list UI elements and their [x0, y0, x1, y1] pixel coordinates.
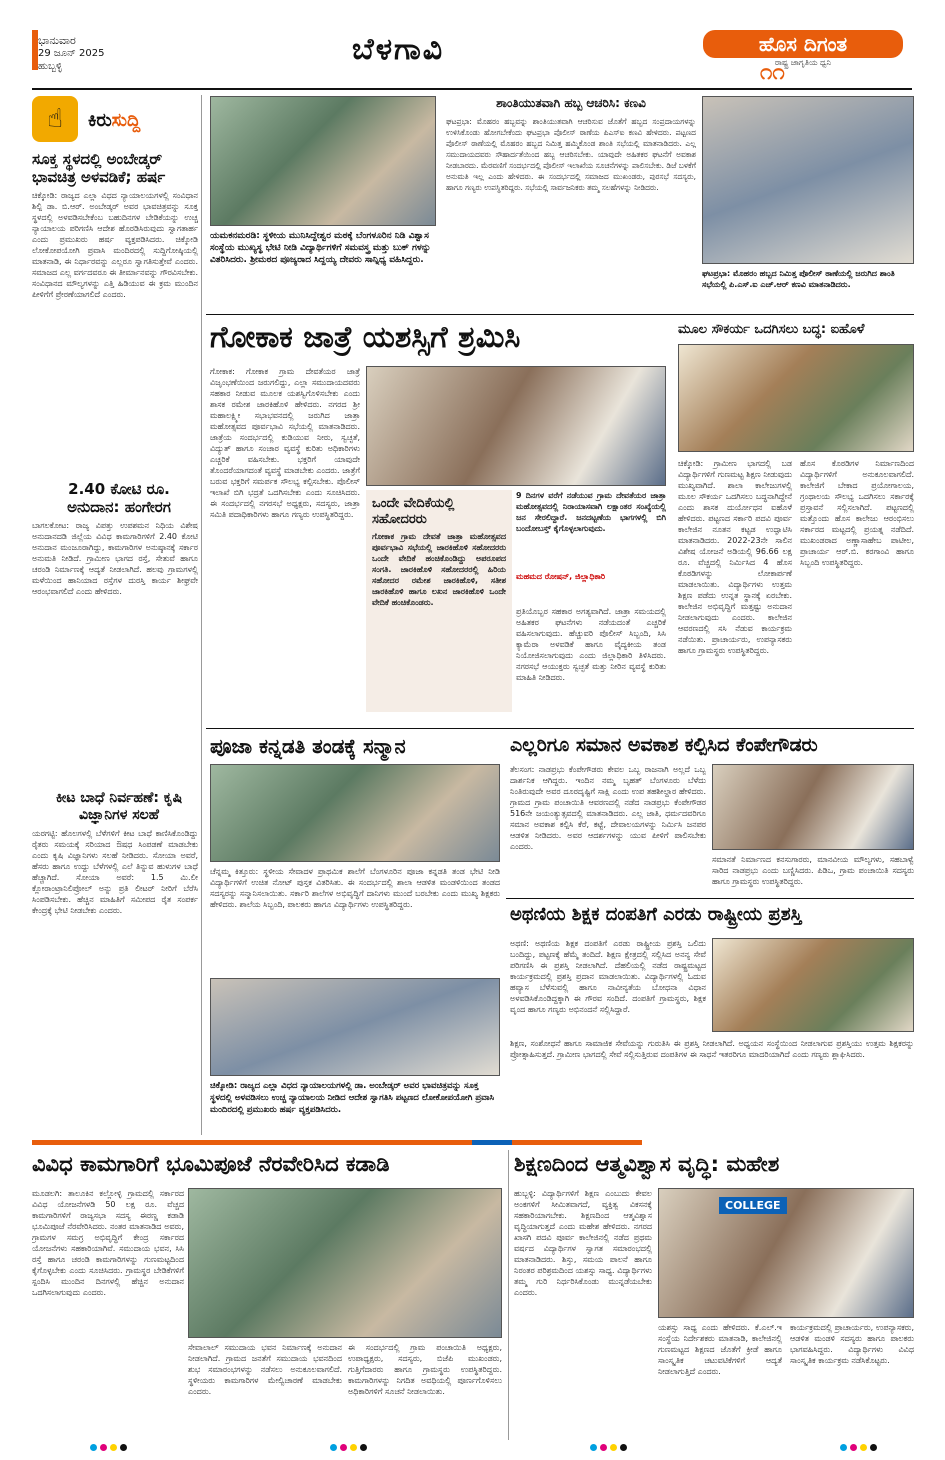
kempegowda-headline: ಎಲ್ಲರಿಗೂ ಸಮಾನ ಅವಕಾಶ ಕಲ್ಪಿಸಿದ ಕೆಂಪೇಗೌಡರು — [510, 734, 818, 756]
mahesh-story: ಹುಬ್ಬಳ್ಳಿ: ವಿದ್ಯಾರ್ಥಿಗಳಿಗೆ ಶಿಕ್ಷಣ ಎಂಬುದು ಕೇವಲ ಅಂಕಗಳಿಗೆ ಸೀಮಿತವಾಗದೆ, ವ್ಯಕ್ತಿತ್ವ ವಿಕಸನಕ್ಕೆ ಸಹಕಾರಿಯಾಗಬೇಕು. ಶಿಕ್ಷಣದಿಂದ ಆತ್ಮವಿಶ್ವಾಸ ವೃದ್ಧಿಯಾಗುತ್ತದೆ ಎಂದು ಮಹೇಶ ಹೇಳಿದರು. ನಗರದ ಖಾಸಗಿ ಪದವಿ ಪೂರ್ವ ಕಾಲೇಜಿನಲ್ಲಿ ನಡೆದ ಪ್ರಥಮ ವರ್ಷದ ವಿದ್ಯಾರ್ಥಿಗಳ ಸ್ವಾಗತ ಸಮಾರಂಭದಲ್ಲಿ ಮಾತನಾಡಿದರು. ಶಿಸ್ತು, ಸಮಯ ಪಾಲನೆ ಹಾಗೂ ನಿರಂತರ ಪರಿಶ್ರಮದಿಂದ ಯಶಸ್ಸು ಸಾಧ್ಯ. ವಿದ್ಯಾರ್ಥಿಗಳು ತಮ್ಮ ಗುರಿ ನಿರ್ಧರಿಸಿಕೊಂಡು ಮುನ್ನಡೆಯಬೇಕು ಎಂದರು. — [514, 1189, 652, 1297]
left-story-3: ಯರಗಟ್ಟಿ: ಹೊಲಗಳಲ್ಲಿ ಬೆಳೆಗಳಿಗೆ ಕೀಟ ಬಾಧೆ ಕಾಣಿಸಿಕೊಂಡಿದ್ದು ರೈತರು ಸಮಯಕ್ಕೆ ಸರಿಯಾದ ಔಷಧ ಸಿಂಪಡಣೆ ಮಾಡಬೇಕು ಎಂದು ಕೃಷಿ ವಿಜ್ಞಾನಿಗಳು ಸಲಹೆ ನೀಡಿದರು. ಸೋಯಾ ಅವರೆ, ಹೆಸರು ಹಾಗೂ ಉದ್ದು ಬೆಳೆಗಳಲ್ಲಿ ಎಲೆ ತಿನ್ನುವ ಹುಳುಗಳ ಬಾಧೆ ಹೆಚ್ಚಾಗಿದೆ. ಸೋಯಾ ಅವರೆ: 1.5 ಮಿ.ಲೀ ಕ್ಲೋರಾಂಟ್ರಾನಿಲಿಪ್ರೋಲ್ ಅನ್ನು ಪ್ರತಿ ಲೀಟರ್ ನೀರಿಗೆ ಬೆರೆಸಿ ಸಿಂಪಡಿಸಬೇಕು. ಹೆಚ್ಚಿನ ಮಾಹಿತಿಗೆ ಸಮೀಪದ ರೈತ ಸಂಪರ್ಕ ಕೇಂದ್ರಕ್ಕೆ ಭೇಟಿ ನೀಡಬೇಕು ಎಂದರು. — [32, 829, 198, 915]
dc-quote-text: 9 ದಿನಗಳ ವರೆಗೆ ನಡೆಯುವ ಗ್ರಾಮ ದೇವತೆಯರ ಜಾತ್ರಾ ಮಹೋತ್ಸವದಲ್ಲಿ ನಿರಾಯಾಸವಾಗಿ ಲಕ್ಷಾಂತರ ಸಂಖ್ಯೆಯಲ್ಲಿ ಜನ ಸೇರಲಿದ್ದಾರೆ. ಜನದಟ್ಟಣೆಯ ಭಾಗಗಳಲ್ಲಿ ಬಿಗಿ ಬಂದೋಬಸ್ತ್ ಕೈಗೊಳ್ಳಲಾಗುವುದು. — [516, 491, 666, 533]
bhoomipooja-photo — [188, 1188, 502, 1338]
suddi-label: ಸುದ್ದಿ — [111, 110, 141, 131]
kempegowda-story: ತೆಲಸಂಗ: ನಾಡಪ್ರಭು ಕೆಂಪೇಗೌಡರು ಕೇವಲ ಒಬ್ಬ ರಾಜನಾಗಿ ಅಲ್ಲದೆ ಒಬ್ಬ ದಾರ್ಶನಿಕ ಆಗಿದ್ದರು. ಇಂದಿನ ನಮ್ಮ ಬೃಹತ್ ಬೆಂಗಳೂರು ಬೆಳೆದು ನಿಂತಿರುವುದೇ ಅವರ ದೂರದೃಷ್ಟಿಗೆ ಸಾಕ್ಷಿ ಎಂದು ಉಪ ತಹಶೀಲ್ದಾರ ಹೇಳಿದರು. ಗ್ರಾಮದ ಗ್ರಾಮ ಪಂಚಾಯಿತಿ ಆವರಣದಲ್ಲಿ ನಡೆದ ನಾಡಪ್ರಭು ಕೆಂಪೇಗೌಡರ 516ನೇ ಜಯಂತ್ಯುತ್ಸವದಲ್ಲಿ ಮಾತನಾಡಿದರು. ಎಲ್ಲ ಜಾತಿ, ಧರ್ಮದವರಿಗೂ ಸಮಾನ ಅವಕಾಶ ಕಲ್ಪಿಸಿ ಕೆರೆ, ಕಟ್ಟೆ, ದೇವಾಲಯಗಳನ್ನು ನಿರ್ಮಿಸಿ ಜನಪರ ಆಡಳಿತ ನೀಡಿದರು. ಅವರ ಆದರ್ಶಗಳನ್ನು ಯುವ ಪೀಳಿಗೆ ಪಾಲಿಸಬೇಕು ಎಂದರು. — [510, 765, 706, 851]
ambedkar-caption: ಚಿಕ್ಕೋಡಿ: ರಾಜ್ಯದ ಎಲ್ಲಾ ವಿಧದ ನ್ಯಾಯಾಲಯಗಳಲ್ಲಿ ಡಾ. ಅಂಬೇಡ್ಕರ್ ಅವರ ಭಾವಚಿತ್ರವನ್ನು ಸೂಕ್ತ ಸ್ಥಳದಲ್ಲಿ ಅಳವಡಿಸಲು ಉಚ್ಚ ನ್ಯಾಯಾಲಯ ನೀಡಿದ ಆದೇಶ ಸ್ವಾಗತಿಸಿ ಪಟ್ಟಣದ ಲೋಕೋಪಯೋಗಿ ಪ್ರವಾಸಿ ಮಂದಿರದಲ್ಲಿ ಪ್ರಮುಖರು ಹರ್ಷ ವ್ಯಕ್ತಪಡಿಸಿದರು. — [210, 1081, 495, 1115]
day: ಭಾನುವಾರ — [38, 34, 76, 47]
color-registration-marks-3 — [590, 1444, 627, 1451]
date-accent — [32, 30, 38, 70]
bottom-accent-mid — [472, 1140, 512, 1145]
mahesh-headline: ಶಿಕ್ಷಣದಿಂದ ಆತ್ಮವಿಶ್ವಾಸ ವೃದ್ಧಿ: ಮಹೇಶ — [514, 1152, 780, 1176]
ambedkar-photo — [210, 978, 500, 1076]
gokak-meeting-photo — [366, 366, 666, 486]
color-registration-marks — [90, 1444, 127, 1451]
dc-quote-author: ಮಹಮದ ರೋಷನ್, ಜಿಲ್ಲಾಧಿಕಾರಿ — [516, 572, 606, 581]
pooja-headline: ಪೂಜಾ ಕನ್ನಡತಿ ತಂಡಕ್ಕೆ ಸನ್ಮಾನ — [210, 734, 406, 758]
athani-story: ಅಥಣಿ: ಅಥಣಿಯ ಶಿಕ್ಷಕ ದಂಪತಿಗೆ ಎರಡು ರಾಷ್ಟ್ರೀಯ ಪ್ರಶಸ್ತಿ ಒಲಿದು ಬಂದಿದ್ದು, ಪಟ್ಟಣಕ್ಕೆ ಹೆಮ್ಮೆ ತಂದಿದೆ. ಶಿಕ್ಷಣ ಕ್ಷೇತ್ರದಲ್ಲಿ ಸಲ್ಲಿಸಿದ ಅನನ್ಯ ಸೇವೆ ಪರಿಗಣಿಸಿ ಈ ಪ್ರಶಸ್ತಿ ನೀಡಲಾಗಿದೆ. ದೆಹಲಿಯಲ್ಲಿ ನಡೆದ ರಾಷ್ಟ್ರಮಟ್ಟದ ಕಾರ್ಯಕ್ರಮದಲ್ಲಿ ಪ್ರಶಸ್ತಿ ಪ್ರದಾನ ಮಾಡಲಾಯಿತು. ವಿದ್ಯಾರ್ಥಿಗಳಲ್ಲಿ ಓದುವ ಹವ್ಯಾಸ ಬೆಳೆಸುವಲ್ಲಿ ಹಾಗೂ ನಾವೀನ್ಯತೆಯ ಬೋಧನಾ ವಿಧಾನ ಅಳವಡಿಸಿಕೊಂಡಿದ್ದಕ್ಕಾಗಿ ಈ ಗೌರವ ಸಂದಿದೆ. ದಂಪತಿಗೆ ಗ್ರಾಮಸ್ಥರು, ಶಿಕ್ಷಕ ವೃಂದ ಹಾಗೂ ಗಣ್ಯರು ಅಭಿನಂದನೆ ಸಲ್ಲಿಸಿದ್ದಾರೆ. — [510, 939, 706, 1014]
dateline — [38, 34, 104, 73]
pooja-story: ಚೆನ್ನಮ್ಮ ಕಿತ್ತೂರು: ಸ್ಥಳೀಯ ಸೇವಾದಳ ಪ್ರಾಥಮಿಕ ಶಾಲೆಗೆ ಬೆಂಗಳೂರಿನ ಪೂಜಾ ಕನ್ನಡತಿ ತಂಡ ಭೇಟಿ ನೀಡಿ ವಿದ್ಯಾರ್ಥಿಗಳಿಗೆ ಉಚಿತ ನೋಟ್ ಪುಸ್ತಕ ವಿತರಿಸಿತು. ಈ ಸಂದರ್ಭದಲ್ಲಿ ಶಾಲಾ ಆಡಳಿತ ಮಂಡಳಿಯಿಂದ ತಂಡದ ಸದಸ್ಯರನ್ನು ಸನ್ಮಾನಿಸಲಾಯಿತು. ಸರ್ಕಾರಿ ಶಾಲೆಗಳ ಅಭಿವೃದ್ಧಿಗೆ ದಾನಿಗಳು ಮುಂದೆ ಬರಬೇಕು ಎಂದು ಮುಖ್ಯ ಶಿಕ್ಷಕರು ಹೇಳಿದರು. ಶಾಲೆಯ ಸಿಬ್ಬಂದಿ, ಪಾಲಕರು ಹಾಗೂ ವಿದ್ಯಾರ್ಥಿಗಳು ಉಪಸ್ಥಿತರಿದ್ದರು. — [210, 867, 500, 909]
aihole-story-cont: ಹೊಸ ಕೊಠಡಿಗಳ ನಿರ್ಮಾಣದಿಂದ ವಿದ್ಯಾರ್ಥಿಗಳಿಗೆ ಅನುಕೂಲವಾಗಲಿದೆ. ಕಾಲೇಜಿಗೆ ಬೇಕಾದ ಪ್ರಯೋಗಾಲಯ, ಗ್ರಂಥಾಲಯ ಸೌಲಭ್ಯ ಒದಗಿಸಲು ಸರ್ಕಾರಕ್ಕೆ ಪ್ರಸ್ತಾವನೆ ಸಲ್ಲಿಸಲಾಗಿದೆ. ಪಟ್ಟಣದಲ್ಲಿ ಮತ್ತೊಂದು ಹೊಸ ಕಾಲೇಜು ಆರಂಭಿಸಲು ಸರ್ಕಾರದ ಮಟ್ಟದಲ್ಲಿ ಪ್ರಯತ್ನ ನಡೆದಿದೆ. ಮುಖಂಡರಾದ ಅಣ್ಣಾಸಾಹೇಬ ಪಾಟೀಲ, ಪ್ರಾಚಾರ್ಯ ಆರ್.ಬಿ. ಕರಗಾಂವಿ ಹಾಗೂ ಸಿಬ್ಬಂದಿ ಉಪಸ್ಥಿತರಿದ್ದರು. — [800, 459, 914, 567]
gokak-headline: ಗೋಕಾಕ ಜಾತ್ರೆ ಯಶಸ್ಸಿಗೆ ಶ್ರಮಿಸಿ — [210, 320, 521, 355]
college-banner: COLLEGE — [719, 1197, 787, 1214]
left-story-1: ಚಿಕ್ಕೋಡಿ: ರಾಜ್ಯದ ಎಲ್ಲಾ ವಿಧದ ನ್ಯಾಯಾಲಯಗಳಲ್ಲಿ ಸಂವಿಧಾನ ಶಿಲ್ಪಿ ಡಾ. ಬಿ.ಆರ್. ಅಂಬೇಡ್ಕರ್ ಅವರ ಭಾವಚಿತ್ರವನ್ನು ಸೂಕ್ತ ಸ್ಥಳದಲ್ಲಿ ಅಳವಡಿಸಬೇಕೆಂಬ ಬಹುದಿನಗಳ ಬೇಡಿಕೆಯನ್ನು ಉಚ್ಚ ನ್ಯಾಯಾಲಯ ಪರಿಗಣಿಸಿ ಆದೇಶ ಹೊರಡಿಸಿರುವುದು ಸ್ವಾಗತಾರ್ಹ ಎಂದು ಪ್ರಮುಖರು ಹರ್ಷ ವ್ಯಕ್ತಪಡಿಸಿದರು. ಚಿಕ್ಕೋಡಿ ಲೋಕೋಪಯೋಗಿ ಪ್ರವಾಸಿ ಮಂದಿರದಲ್ಲಿ ಸುದ್ದಿಗೋಷ್ಠಿಯಲ್ಲಿ ಮಾತನಾಡಿ, ಈ ನಿರ್ಧಾರವನ್ನು ಎಲ್ಲರೂ ಸ್ವಾಗತಿಸುತ್ತೇವೆ ಎಂದರು. ಸಮಾಜದ ಎಲ್ಲ ವರ್ಗದವರೂ ಈ ತೀರ್ಮಾನವನ್ನು ಗೌರವಿಸಬೇಕು. ಸಂವಿಧಾನದ ಮೌಲ್ಯಗಳನ್ನು ಎತ್ತಿ ಹಿಡಿಯುವ ಈ ಕ್ರಮ ಮುಂದಿನ ಪೀಳಿಗೆಗೆ ಪ್ರೇರಣೆಯಾಗಲಿದೆ ಎಂದರು. — [32, 191, 198, 299]
gokak-story: ಗೋಕಾಕ: ಗೋಕಾಕ ಗ್ರಾಮ ದೇವತೆಯರ ಜಾತ್ರೆ ವಿಜೃಂಭಣೆಯಿಂದ ಜರುಗಲಿದ್ದು, ಎಲ್ಲಾ ಸಮುದಾಯದವರು ಸಹಕಾರ ನೀಡುವ ಮೂಲಕ ಯಶಸ್ವಿಗೊಳಿಸಬೇಕು ಎಂದು ಶಾಸಕ ರಮೇಶ ಜಾರಕಿಹೊಳಿ ಹೇಳಿದರು. ನಗರದ ಶ್ರೀ ಮಹಾಲಕ್ಷ್ಮೀ ಸಭಾಭವನದಲ್ಲಿ ಜರುಗಿದ ಜಾತ್ರಾ ಮಹೋತ್ಸವದ ಪೂರ್ವಭಾವಿ ಸಭೆಯಲ್ಲಿ ಮಾತನಾಡಿದರು. ಜಾತ್ರೆಯ ಸಂದರ್ಭದಲ್ಲಿ ಕುಡಿಯುವ ನೀರು, ಸ್ವಚ್ಛತೆ, ವಿದ್ಯುತ್ ಹಾಗೂ ಸಂಚಾರ ವ್ಯವಸ್ಥೆ ಕುರಿತು ಅಧಿಕಾರಿಗಳು ಎಚ್ಚರಿಕೆ ವಹಿಸಬೇಕು. ಭಕ್ತರಿಗೆ ಯಾವುದೇ ತೊಂದರೆಯಾಗದಂತೆ ವ್ಯವಸ್ಥೆ ಮಾಡಬೇಕು ಎಂದರು. ಜಾತ್ರೆಗೆ ಬರುವ ಭಕ್ತರಿಗೆ ಸಮರ್ಪಕ ಸೌಲಭ್ಯ ಕಲ್ಪಿಸಬೇಕು. ಪೊಲೀಸ್ ಇಲಾಖೆ ಬಿಗಿ ಭದ್ರತೆ ಒದಗಿಸಬೇಕು ಎಂದು ಸೂಚಿಸಿದರು. ಈ ಸಂದರ್ಭದಲ್ಲಿ ನಗರಸಭೆ ಅಧ್ಯಕ್ಷರು, ಸದಸ್ಯರು, ಜಾತ್ರಾ ಸಮಿತಿ ಪದಾಧಿಕಾರಿಗಳು ಹಾಗೂ ಗಣ್ಯರು ಉಪಸ್ಥಿತರಿದ್ದರು. — [210, 367, 360, 519]
left-headline-2: 2.40 ಕೋಟಿ ರೂ. ಅನುದಾನ: ಹಂಗೇರಗ — [67, 480, 171, 516]
aihole-story: ಚಿಕ್ಕೋಡಿ: ಗ್ರಾಮೀಣ ಭಾಗದಲ್ಲಿ ಬಡ ವಿದ್ಯಾರ್ಥಿಗಳಿಗೆ ಗುಣಮಟ್ಟ ಶಿಕ್ಷಣ ನೀಡುವುದು ಮುಖ್ಯವಾಗಿದೆ. ಶಾಲಾ ಕಾಲೇಜುಗಳಲ್ಲಿ ಮೂಲ ಸೌಕರ್ಯ ಒದಗಿಸಲು ಬದ್ಧನಾಗಿದ್ದೇನೆ ಎಂದು ಶಾಸಕ ದುರ್ಯೋಧನ ಐಹೊಳೆ ಹೇಳಿದರು. ಪಟ್ಟಣದ ಸರ್ಕಾರಿ ಪದವಿ ಪೂರ್ವ ಕಾಲೇಜಿನ ನೂತನ ಕಟ್ಟಡ ಉದ್ಘಾಟಿಸಿ ಮಾತನಾಡಿದರು. 2022-23ನೇ ಸಾಲಿನ ವಿಶೇಷ ಯೋಜನೆ ಅಡಿಯಲ್ಲಿ 96.66 ಲಕ್ಷ ರೂ. ವೆಚ್ಚದಲ್ಲಿ ನಿರ್ಮಿಸಿದ 4 ಹೊಸ ಕೊಠಡಿಗಳನ್ನು ಲೋಕಾರ್ಪಣೆ ಮಾಡಲಾಯಿತು. ವಿದ್ಯಾರ್ಥಿಗಳು ಉತ್ತಮ ಶಿಕ್ಷಣ ಪಡೆದು ಉನ್ನತ ಸ್ಥಾನಕ್ಕೆ ಏರಬೇಕು. ಕಾಲೇಜಿನ ಅಭಿವೃದ್ಧಿಗೆ ಮತ್ತಷ್ಟು ಅನುದಾನ ನೀಡಲಾಗುವುದು ಎಂದರು. ಕಾಲೇಜಿನ ಆವರಣದಲ್ಲಿ ಸಸಿ ನೆಡುವ ಕಾರ್ಯಕ್ರಮ ನಡೆಯಿತು. ಪ್ರಾಚಾರ್ಯರು, ಉಪನ್ಯಾಸಕರು ಹಾಗೂ ಗ್ರಾಮಸ್ಥರು ಉಪಸ್ಥಿತರಿದ್ದರು. — [678, 459, 792, 655]
peace-meeting-photo — [702, 96, 914, 264]
header-rule — [32, 88, 912, 90]
brothers-headline: ಒಂದೇ ವೇದಿಕೆಯಲ್ಲಿ ಸಹೋದರರು — [372, 496, 455, 527]
mahesh-story-cont: ಯಶಸ್ಸು ಸಾಧ್ಯ ಎಂದು ಹೇಳಿದರು. ಕೆ.ಎಲ್.ಇ ಸಂಸ್ಥೆಯ ನಿರ್ದೇಶಕರು ಮಾತನಾಡಿ, ಕಾಲೇಜಿನಲ್ಲಿ ಗುಣಮಟ್ಟದ ಶಿಕ್ಷಣದ ಜೊತೆಗೆ ಕ್ರೀಡೆ ಹಾಗೂ ಸಾಂಸ್ಕೃತಿಕ ಚಟುವಟಿಕೆಗಳಿಗೆ ಆದ್ಯತೆ ನೀಡಲಾಗುತ್ತಿದೆ ಎಂದರು. — [658, 1323, 782, 1376]
school-photo-caption: ಯಮಕನಮರಡಿ: ಸ್ಥಳೀಯ ಮುನಿಸಿದ್ದೇಶ್ವರ ಮಠಕ್ಕೆ ಬೆಂಗಳೂರಿನ ನಿಡಿ ವಿಶ್ವಾಸ ಸಂಸ್ಥೆಯ ಮುಖ್ಯಸ್ಥ ಭೇಟಿ ನೀಡಿ ವಿದ್ಯಾರ್ಥಿಗಳಿಗೆ ಸಮವಸ್ತ್ರ ಮತ್ತು ಬುಕ್ ಗಳನ್ನು ವಿತರಿಸಿದರು. ಶ್ರೀಮಠದ ಪೂಜ್ಯರಾದ ಸಿದ್ದಯ್ಯ ದೇವರು ಸಾನ್ನಿಧ್ಯ ವಹಿಸಿದ್ದರು. — [210, 231, 431, 265]
pointing-hand-icon: ☝ — [32, 96, 78, 142]
kadadi-story: ಮೂಡಲಗಿ: ತಾಲೂಕಿನ ಕಲ್ಲೋಳ್ಳಿ ಗ್ರಾಮದಲ್ಲಿ ಸರ್ಕಾರದ ವಿವಿಧ ಯೋಜನೆಗಳಡಿ 50 ಲಕ್ಷ ರೂ. ವೆಚ್ಚದ ಕಾಮಗಾರಿಗಳಿಗೆ ರಾಜ್ಯಸಭಾ ಸದಸ್ಯ ಈರಣ್ಣ ಕಡಾಡಿ ಭೂಮಿಪೂಜೆ ನೆರವೇರಿಸಿದರು. ನಂತರ ಮಾತನಾಡಿದ ಅವರು, ಗ್ರಾಮಗಳ ಸಮಗ್ರ ಅಭಿವೃದ್ಧಿಗೆ ಕೇಂದ್ರ ಸರ್ಕಾರದ ಯೋಜನೆಗಳು ಸಹಕಾರಿಯಾಗಿವೆ. ಸಮುದಾಯ ಭವನ, ಸಿಸಿ ರಸ್ತೆ ಹಾಗೂ ಚರಂಡಿ ಕಾಮಗಾರಿಗಳನ್ನು ಗುಣಮಟ್ಟದಿಂದ ಕೈಗೊಳ್ಳಬೇಕು ಎಂದು ಸೂಚಿಸಿದರು. ಗ್ರಾಮಸ್ಥರ ಬೇಡಿಕೆಗಳಿಗೆ ಸ್ಪಂದಿಸಿ ಮುಂದಿನ ದಿನಗಳಲ್ಲಿ ಹೆಚ್ಚಿನ ಅನುದಾನ ಒದಗಿಸಲಾಗುವುದು ಎಂದರು. — [32, 1189, 184, 1297]
kiru-label: ಕಿರು — [88, 110, 112, 131]
page-number: ೧೧ — [760, 60, 785, 85]
row-rule-3 — [506, 898, 914, 899]
kadadi-headline: ವಿವಿಧ ಕಾಮಗಾರಿಗೆ ಭೂಮಿಪೂಜೆ ನೆರವೇರಿಸಿದ ಕಡಾಡಿ — [32, 1152, 390, 1176]
section-title: ಬೆಳಗಾವಿ — [352, 32, 445, 67]
left-headline-1: ಸೂಕ್ತ ಸ್ಥಳದಲ್ಲಿ ಅಂಬೇಡ್ಕರ್ ಭಾವಚಿತ್ರ ಅಳವಡಿಕೆ; ಹರ್ಷ — [32, 150, 166, 186]
school-uniform-photo — [210, 96, 436, 226]
kadadi-story-cont: ಸೇವಾಲಾಲ್ ಸಮುದಾಯ ಭವನ ನಿರ್ಮಾಣಕ್ಕೆ ಅನುದಾನ ನೀಡಲಾಗಿದೆ. ಗ್ರಾಮದ ಜನತೆಗೆ ಸಮುದಾಯ ಭವನದಿಂದ ಶುಭ ಸಮಾರಂಭಗಳನ್ನು ನಡೆಸಲು ಅನುಕೂಲವಾಗಲಿದೆ. ಸ್ಥಳೀಯರು ಕಾಮಗಾರಿಗಳ ಮೇಲ್ವಿಚಾರಣೆ ಮಾಡಬೇಕು ಎಂದರು. — [188, 1343, 342, 1396]
gokak-story-cont: ಪ್ರತಿಯೊಬ್ಬರ ಸಹಕಾರ ಅಗತ್ಯವಾಗಿದೆ. ಜಾತ್ರಾ ಸಮಯದಲ್ಲಿ ಅಹಿತಕರ ಘಟನೆಗಳು ನಡೆಯದಂತೆ ಎಚ್ಚರಿಕೆ ವಹಿಸಲಾಗುವುದು. ಹೆಚ್ಚುವರಿ ಪೊಲೀಸ್ ಸಿಬ್ಬಂದಿ, ಸಿಸಿ ಕ್ಯಾಮೆರಾ ಅಳವಡಿಕೆ ಹಾಗೂ ವೈದ್ಯಕೀಯ ತಂಡ ನಿಯೋಜಿಸಲಾಗುವುದು ಎಂದು ಜಿಲ್ಲಾಧಿಕಾರಿ ತಿಳಿಸಿದರು. ನಗರಸಭೆ ಆಯುಕ್ತರು ಸ್ವಚ್ಛತೆ ಮತ್ತು ನೀರಿನ ವ್ಯವಸ್ಥೆ ಕುರಿತು ಮಾಹಿತಿ ನೀಡಿದರು. — [516, 607, 666, 682]
inauguration-photo — [678, 344, 914, 452]
bottom-accent-left — [32, 1140, 472, 1145]
peace-meeting-caption: ಘಟಪ್ರಭಾ: ಮೊಹರಂ ಹಬ್ಬದ ನಿಮಿತ್ತ ಪೊಲೀಸ್ ಠಾಣೆಯಲ್ಲಿ ಜರುಗಿದ ಶಾಂತಿ ಸಭೆಯಲ್ಲಿ ಪಿ.ಎಸ್.ಐ ಎಚ್.ಆರ್ ಕಣವಿ ಮಾತನಾಡಿದರು. — [702, 269, 895, 289]
color-registration-marks-2 — [330, 1444, 367, 1451]
paper-tagline: ರಾಷ್ಟ್ರ ಜಾಗೃತಿಯ ಧ್ವನಿ — [774, 58, 832, 67]
mahesh-story-cont2: ಕಾರ್ಯಕ್ರಮದಲ್ಲಿ ಪ್ರಾಚಾರ್ಯರು, ಉಪನ್ಯಾಸಕರು, ಆಡಳಿತ ಮಂಡಳಿ ಸದಸ್ಯರು ಹಾಗೂ ಪಾಲಕರು ಭಾಗವಹಿಸಿದ್ದರು. ವಿದ್ಯಾರ್ಥಿಗಳು ವಿವಿಧ ಸಾಂಸ್ಕೃತಿಕ ಕಾರ್ಯಕ್ರಮ ನಡೆಸಿಕೊಟ್ಟರು. — [790, 1323, 914, 1365]
college-event-photo — [658, 1188, 914, 1318]
athani-story-cont: ಶಿಕ್ಷಣ, ಸಂಶೋಧನೆ ಹಾಗೂ ಸಾಮಾಜಿಕ ಸೇವೆಯನ್ನು ಗುರುತಿಸಿ ಈ ಪ್ರಶಸ್ತಿ ನೀಡಲಾಗಿದೆ. ಅಧ್ಯಯನ ಸಂಸ್ಥೆಯಿಂದ ನೀಡಲಾಗುವ ಪ್ರಶಸ್ತಿಯು ಉತ್ತಮ ಶಿಕ್ಷಕರನ್ನು ಪ್ರೋತ್ಸಾಹಿಸುತ್ತದೆ. ಗ್ರಾಮೀಣ ಭಾಗದಲ್ಲಿ ಸೇವೆ ಸಲ್ಲಿಸುತ್ತಿರುವ ದಂಪತಿಗಳ ಈ ಸಾಧನೆ ಇತರರಿಗೂ ಮಾದರಿಯಾಗಿದೆ ಎಂದು ಗಣ್ಯರು ಶ್ಲಾಘಿಸಿದರು. — [510, 1039, 914, 1059]
kempegowda-caption: ಸಮಾನತೆ ನಿರ್ಮಾಣದ ಕನಸುಗಾರರು, ಮಾನವೀಯ ಮೌಲ್ಯಗಳು, ಸಹಬಾಳ್ವೆ ಸಾರಿದ ನಾಡಪ್ರಭು ಎಂದು ಬಣ್ಣಿಸಿದರು. ಪಿಡಿಒ, ಗ್ರಾಮ ಪಂಚಾಯಿತಿ ಸದಸ್ಯರು ಹಾಗೂ ಗ್ರಾಮಸ್ಥರು ಉಪಸ್ಥಿತರಿದ್ದರು. — [712, 855, 914, 886]
column-divider — [201, 95, 202, 1135]
color-registration-marks-4 — [840, 1444, 877, 1451]
kempegowda-photo — [712, 764, 914, 850]
brothers-box — [366, 490, 512, 712]
city: ಹುಬ್ಬಳ್ಳಿ — [38, 61, 63, 72]
row-rule-2 — [206, 728, 914, 729]
pooja-team-photo — [210, 764, 500, 862]
bottom-divider — [508, 1150, 509, 1440]
row-rule-1 — [206, 314, 914, 315]
athani-headline: ಅಥಣಿಯ ಶಿಕ್ಷಕ ದಂಪತಿಗೆ ಎರಡು ರಾಷ್ಟ್ರೀಯ ಪ್ರಶಸ್ತಿ — [510, 904, 802, 925]
kirusuddi-badge — [32, 96, 197, 146]
date: 29 ಜೂನ್ 2025 — [38, 48, 105, 59]
left-story-2: ಬಾಗಲಕೋಟ: ರಾಜ್ಯ ವಿಪತ್ತು ಉಪಶಮನ ನಿಧಿಯ ವಿಶೇಷ ಅನುದಾನದಡಿ ಜಿಲ್ಲೆಯ ವಿವಿಧ ಕಾಮಗಾರಿಗಳಿಗೆ 2.40 ಕೋಟಿ ಅನುದಾನ ಮಂಜೂರಾಗಿದ್ದು, ಕಾಮಗಾರಿಗಳ ಅನುಷ್ಠಾನಕ್ಕೆ ಸರ್ಕಾರ ಅನುಮತಿ ನೀಡಿದೆ. ಗ್ರಾಮೀಣ ಭಾಗದ ರಸ್ತೆ, ಸೇತುವೆ ಹಾಗೂ ಚರಂಡಿ ನಿರ್ಮಾಣಕ್ಕೆ ಆದ್ಯತೆ ನೀಡಲಾಗಿದೆ. ಹಲವು ಗ್ರಾಮಗಳಲ್ಲಿ ಮಳೆಯಿಂದ ಹಾನಿಯಾದ ರಸ್ತೆಗಳ ದುರಸ್ತಿ ಕಾರ್ಯ ಶೀಘ್ರವೇ ಆರಂಭವಾಗಲಿದೆ ಎಂದು ಹೇಳಿದರು. — [32, 521, 198, 596]
paper-logo — [703, 30, 903, 88]
left-headline-3: ಕೀಟ ಬಾಧೆ ನಿರ್ವಹಣೆ: ಕೃಷಿ ವಿಜ್ಞಾನಿಗಳ ಸಲಹೆ — [55, 790, 183, 823]
brothers-text: ಗೋಕಾಕ ಗ್ರಾಮ ದೇವತೆ ಜಾತ್ರಾ ಮಹೋತ್ಸವದ ಪೂರ್ವಭಾವಿ ಸಭೆಯಲ್ಲಿ ಜಾರಕಿಹೊಳಿ ಸಹೋದರರು ಒಂದೇ ವೇದಿಕೆ ಹಂಚಿಕೊಂಡಿದ್ದು ಅಪರೂಪದ ಸಂಗತಿ. ಜಾರಕಿಹೊಳಿ ಸಹೋದರರಲ್ಲಿ ಹಿರಿಯ ಸಹೋದರ ರಮೇಶ ಜಾರಕಿಹೊಳಿ, ಸತೀಶ ಜಾರಕಿಹೊಳಿ ಹಾಗೂ ಲಖನ ಜಾರಕಿಹೊಳಿ ಒಂದೇ ವೇದಿಕೆ ಹಂಚಿಕೊಂಡರು. — [372, 532, 506, 608]
kanavi-story: ಘಟಪ್ರಭಾ: ಮೊಹರಂ ಹಬ್ಬವನ್ನು ಶಾಂತಿಯುತವಾಗಿ ಆಚರಿಸುವ ಜೊತೆಗೆ ಹಬ್ಬದ ಸಂಪ್ರದಾಯಗಳನ್ನು ಉಳಿಸಿಕೊಂಡು ಹೋಗಬೇಕೆಂದು ಘಟಪ್ರಭಾ ಪೊಲೀಸ್ ಠಾಣೆಯ ಪಿಎಸ್‌ಐ ಕಣವಿ ಹೇಳಿದರು. ಪಟ್ಟಣದ ಪೊಲೀಸ್ ಠಾಣೆಯಲ್ಲಿ ಮೊಹರಂ ಹಬ್ಬದ ನಿಮಿತ್ತ ಹಮ್ಮಿಕೊಂಡ ಶಾಂತಿ ಸಭೆಯಲ್ಲಿ ಮಾತನಾಡಿದರು. ಎಲ್ಲ ಸಮುದಾಯದವರು ಸೌಹಾರ್ದತೆಯಿಂದ ಹಬ್ಬ ಆಚರಿಸಬೇಕು. ಯಾವುದೇ ಅಹಿತಕರ ಘಟನೆಗೆ ಅವಕಾಶ ನೀಡಬಾರದು. ಮೆರವಣಿಗೆ ಸಂದರ್ಭದಲ್ಲಿ ಪೊಲೀಸ್ ಇಲಾಖೆಯ ಸೂಚನೆಗಳನ್ನು ಪಾಲಿಸಬೇಕು. ಡಿಜೆ ಬಳಕೆಗೆ ಅನುಮತಿ ಇಲ್ಲ ಎಂದು ಹೇಳಿದರು. ಈ ಸಂದರ್ಭದಲ್ಲಿ ಸಮಾಜದ ಮುಖಂಡರು, ಪುರಸಭೆ ಸದಸ್ಯರು, ಹಾಗೂ ಗಣ್ಯರು ಉಪಸ್ಥಿತರಿದ್ದರು. ಸಭೆಯಲ್ಲಿ ಸಾರ್ವಜನಿಕರು ತಮ್ಮ ಸಲಹೆಗಳನ್ನು ನೀಡಿದರು. — [446, 117, 696, 192]
award-photo — [712, 938, 914, 1032]
kadadi-story-cont2: ಈ ಸಂದರ್ಭದಲ್ಲಿ ಗ್ರಾಮ ಪಂಚಾಯಿತಿ ಅಧ್ಯಕ್ಷರು, ಉಪಾಧ್ಯಕ್ಷರು, ಸದಸ್ಯರು, ಬಿಜೆಪಿ ಮುಖಂಡರು, ಗುತ್ತಿಗೆದಾರರು ಹಾಗೂ ಗ್ರಾಮಸ್ಥರು ಉಪಸ್ಥಿತರಿದ್ದರು. ಕಾಮಗಾರಿಗಳನ್ನು ನಿಗದಿತ ಅವಧಿಯಲ್ಲಿ ಪೂರ್ಣಗೊಳಿಸಲು ಅಧಿಕಾರಿಗಳಿಗೆ ಸೂಚನೆ ನೀಡಲಾಯಿತು. — [348, 1343, 502, 1396]
aihole-headline: ಮೂಲ ಸೌಕರ್ಯ ಒದಗಿಸಲು ಬದ್ಧ: ಐಹೊಳೆ — [678, 322, 865, 337]
paper-name: ಹೊಸ ದಿಗಂತ — [703, 30, 903, 58]
dc-quote — [516, 490, 666, 602]
kanavi-headline: ಶಾಂತಿಯುತವಾಗಿ ಹಬ್ಬ ಆಚರಿಸಿ: ಕಣವಿ — [496, 96, 646, 110]
bottom-accent-right — [512, 1140, 642, 1145]
